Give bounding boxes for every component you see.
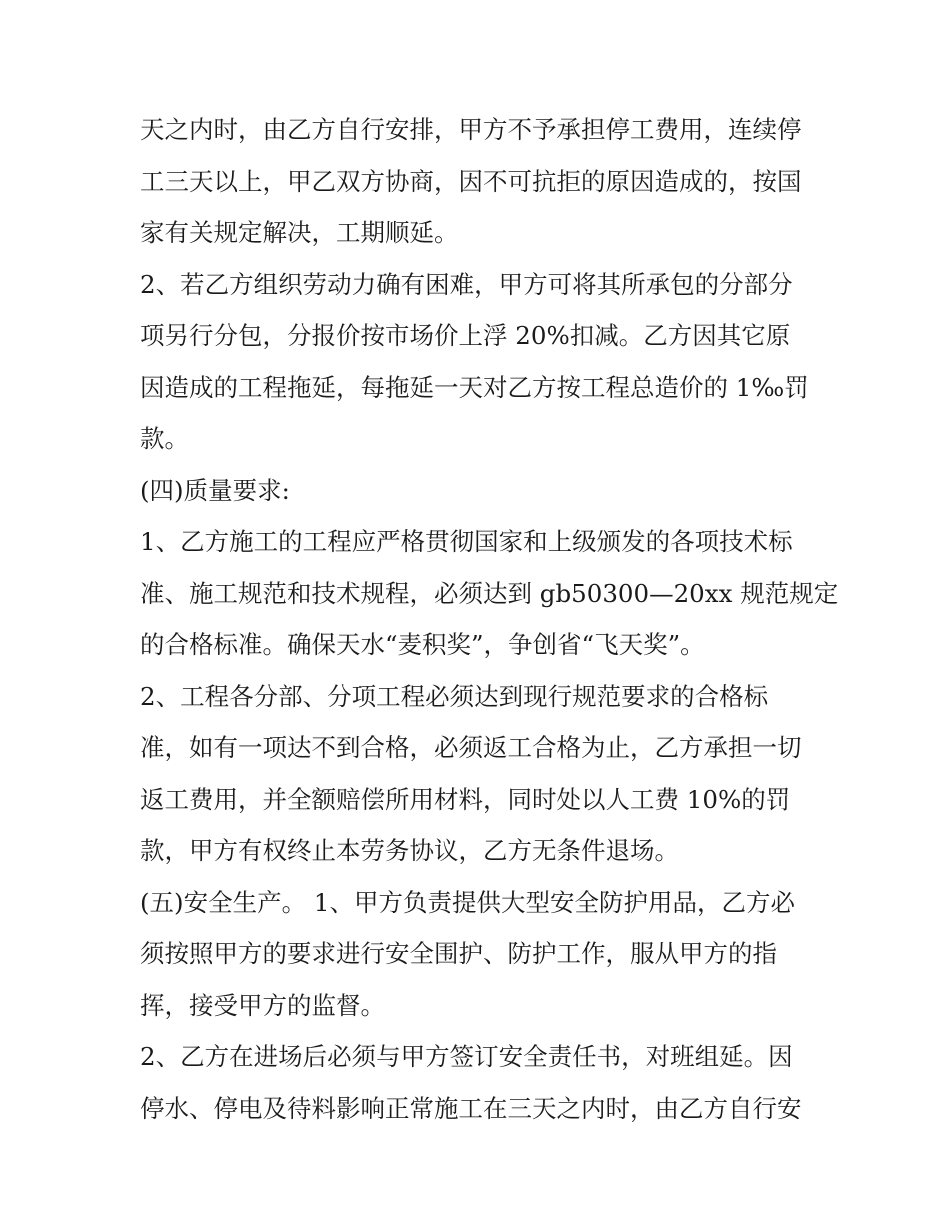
text-line-20: 停水、停电及待料影响正常施工在三天之内时，由乙方自行安 — [140, 1093, 802, 1123]
section-heading-safety: (五)安全生产。 1、甲方负责提供大型安全防护用品，乙方必 — [140, 887, 795, 917]
text-line-2: 工三天以上，甲乙双方协商，因不可抗拒的原因造成的，按国 — [140, 166, 802, 196]
text-line-13: 准，如有一项达不到合格，必须返工合格为止，乙方承担一切 — [140, 733, 802, 762]
document-body — [140, 104, 839, 1134]
text-line-15: 款，甲方有权终止本劳务协议，乙方无条件退场。 — [140, 836, 679, 865]
text-line-7: 款。 — [140, 424, 189, 453]
text-line-5: 项另行分包，分报价按市场价上浮 20%扣减。乙方因其它原 — [140, 321, 791, 350]
section-heading-quality: (四)质量要求: — [140, 475, 290, 505]
text-line-11: 的合格标准。确保天水“麦积奖”，争创省“飞天奖”。 — [140, 630, 705, 659]
text-line-1: 天之内时，由乙方自行安排，甲方不予承担停工费用，连续停 — [140, 115, 802, 144]
text-line-14: 返工费用，并全额赔偿所用材料，同时处以人工费 10%的罚 — [140, 784, 791, 814]
text-line-4: 2、若乙方组织劳动力确有困难，甲方可将其所承包的分部分 — [140, 269, 793, 299]
text-line-19: 2、乙方在进场后必须与甲方签订安全责任书，对班组延。因 — [140, 1042, 793, 1071]
text-line-12: 2、工程各分部、分项工程必须达到现行规范要求的合格标 — [140, 681, 769, 711]
text-line-10: 准、施工规范和技术规程，必须达到 gb50300—20xx 规范规定 — [140, 578, 839, 608]
text-line-6: 因造成的工程拖延，每拖延一天对乙方按工程总造价的 1‰罚 — [140, 372, 809, 402]
text-line-3: 家有关规定解决，工期顺延。 — [140, 218, 459, 247]
text-line-18: 挥，接受甲方的监督。 — [140, 990, 385, 1020]
text-line-17: 须按照甲方的要求进行安全围护、防护工作，服从甲方的指 — [140, 939, 777, 968]
text-line-9: 1、乙方施工的工程应严格贯彻国家和上级颁发的各项技术标 — [140, 527, 793, 556]
